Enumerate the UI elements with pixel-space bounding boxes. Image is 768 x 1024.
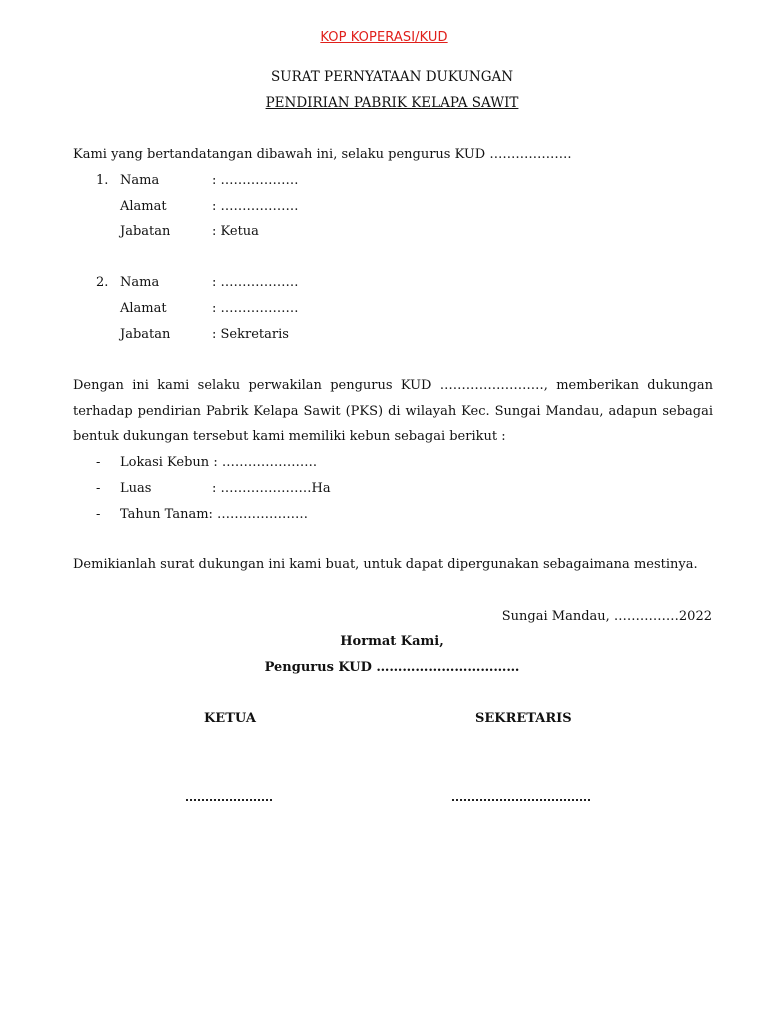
field-label: Alamat — [120, 301, 167, 316]
document-subtitle: PENDIRIAN PABRIK KELAPA SAWIT — [265, 95, 519, 111]
land-item-label — [120, 507, 308, 522]
land-value: : …………………Ha — [212, 481, 331, 496]
land-value: : …………………. — [213, 455, 317, 470]
place-and-date: Sungai Mandau, ……………2022 — [501, 609, 712, 624]
land-label: Luas — [120, 481, 152, 496]
document-title: SURAT PERNYATAAN DUKUNGAN — [270, 69, 514, 85]
letterhead-placeholder: KOP KOPERASI/KUD — [320, 30, 448, 45]
field-label: Nama — [120, 275, 160, 290]
secretary-signature-line — [452, 799, 590, 801]
regards-line: Hormat Kami, — [340, 634, 444, 649]
support-statement: Dengan ini kami selaku perwakilan pengurus KUD ……………………, memberikan dukungan terhadap pendirian Pabrik Kelapa Sawit (PKS) di wilayah Kec. Sungai Mandau, adapun sebagai bentuk dukungan tersebut kami memiliki kebun sebagai berikut : — [73, 378, 713, 445]
role-secretary: SEKRETARIS — [475, 711, 572, 726]
field-value: : ……………… — [212, 199, 299, 214]
list-bullet: - — [96, 455, 101, 470]
field-label: Alamat — [120, 199, 167, 214]
land-label: Tahun Tanam — [120, 507, 209, 522]
land-item-label — [120, 455, 317, 470]
field-label: Jabatan — [120, 224, 171, 239]
signer-number: 2. — [96, 275, 109, 290]
field-value: : ……………… — [212, 301, 299, 316]
land-label: Lokasi Kebun — [120, 455, 210, 470]
field-value: : Ketua — [212, 224, 259, 239]
intro-paragraph: Kami yang bertandatangan dibawah ini, selaku pengurus KUD ………………. — [73, 147, 572, 162]
list-bullet: - — [96, 481, 101, 496]
field-label: Nama — [120, 173, 160, 188]
field-value: : Sekretaris — [212, 327, 289, 342]
chairman-signature-line — [186, 799, 272, 801]
closing-paragraph: Demikianlah surat dukungan ini kami buat, untuk dapat dipergunakan sebagaimana mestinya. — [73, 557, 698, 572]
land-value: : ………………… — [208, 507, 309, 522]
field-value: : ……………… — [212, 173, 299, 188]
role-chairman: KETUA — [204, 711, 256, 726]
list-bullet: - — [96, 507, 101, 522]
field-label: Jabatan — [120, 327, 171, 342]
board-line: Pengurus KUD …………………………… — [264, 660, 520, 675]
field-value: : ……………… — [212, 275, 299, 290]
signer-number: 1. — [96, 173, 109, 188]
